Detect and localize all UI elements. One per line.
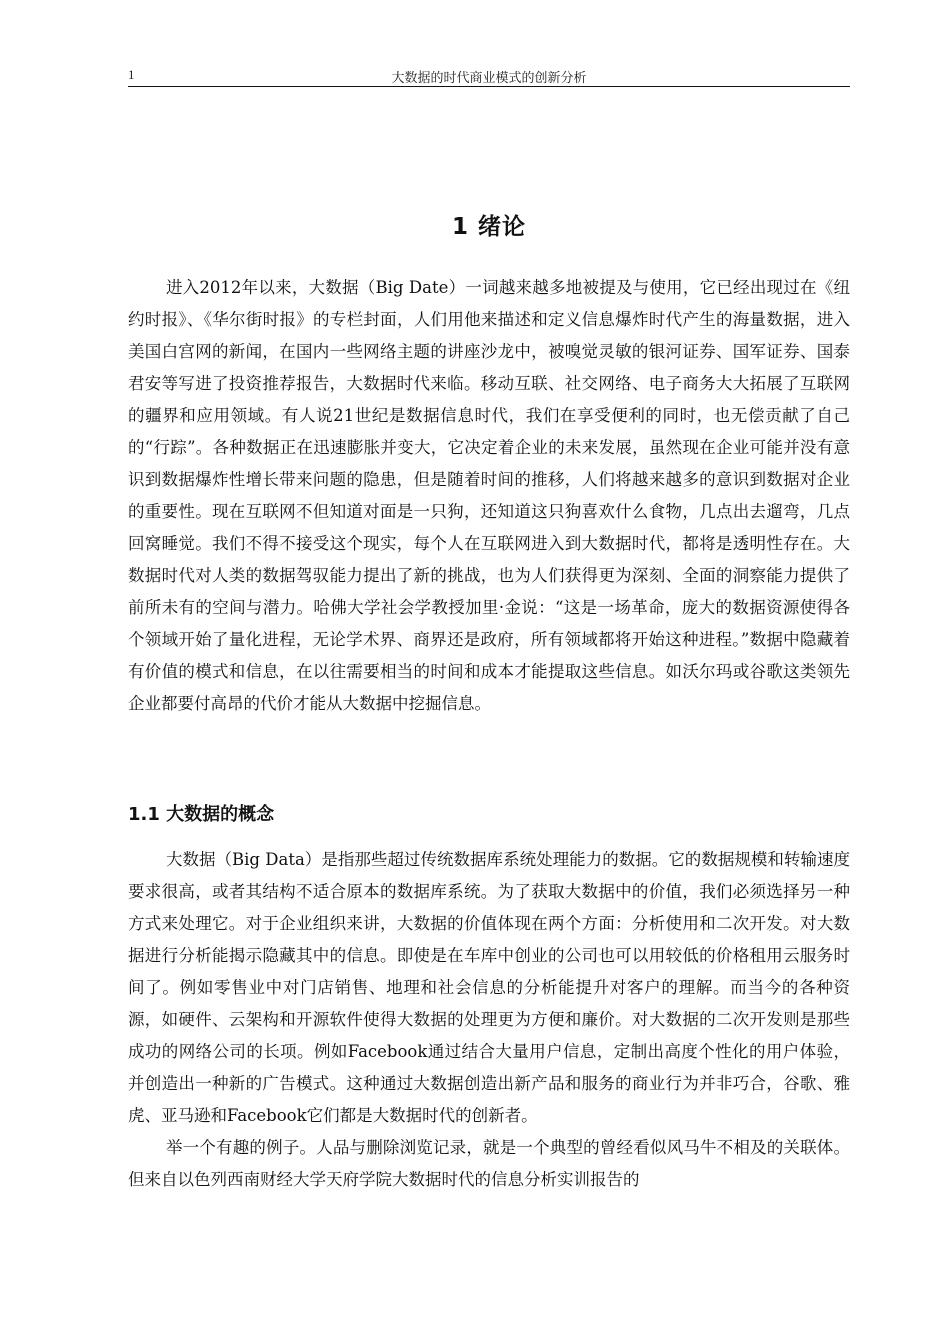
intro-section [128,272,850,720]
header-rule [128,86,850,87]
page-number: 1 [128,67,135,82]
section-body [128,844,850,1196]
running-title: 大数据的时代商业模式的创新分析 [391,70,587,85]
page-header [128,64,850,86]
section-paragraph-1: 大数据（Big Data）是指那些超过传统数据库系统处理能力的数据。它的数据规模和转输速度要求很高，或者其结构不适合原本的数据库系统。为了获取大数据中的价值，我们必须选择另一种方式来处理它。对于企业组织来讲，大数据的价值体现在两个方面：分析使用和二次开发。对大数据进行分析能揭示隐藏其中的信息。即使是在车库中创业的公司也可以用较低的价格租用云服务时间了。例如零售业中对门店销售、地理和社会信息的分析能提升对客户的理解。而当今的各种资源，如硬件、云架构和开源软件使得大数据的处理更为方便和廉价。对大数据的二次开发则是那些成功的网络公司的长项。例如Facebook通过结合大量用户信息，定制出高度个性化的用户体验，并创造出一种新的广告模式。这种通过大数据创造出新产品和服务的商业行为并非巧合，谷歌、雅虎、亚马逊和Facebook它们都是大数据时代的创新者。 [128,850,850,1125]
chapter-title: 1 绪论 [451,214,526,240]
section-title: 1.1 大数据的概念 [128,804,275,825]
intro-paragraph: 进入2012年以来，大数据（Big Date）一词越来越多地被提及与使用，它已经出现过在《纽约时报》、《华尔街时报》的专栏封面，人们用他来描述和定义信息爆炸时代产生的海量数据，进入美国白宫网的新闻，在国内一些网络主题的讲座沙龙中，被嗅觉灵敏的银河证券、国军证券、国泰君安等写进了投资推荐报告，大数据时代来临。移动互联、社交网络、电子商务大大拓展了互联网的疆界和应用领域。有人说21世纪是数据信息时代，我们在享受便利的同时，也无偿贡献了自己的“行踪”。各种数据正在迅速膨胀并变大，它决定着企业的未来发展，虽然现在企业可能并没有意识到数据爆炸性增长带来问题的隐患，但是随着时间的推移，人们将越来越多的意识到数据对企业的重要性。现在互联网不但知道对面是一只狗，还知道这只狗喜欢什么食物，几点出去遛弯，几点回窝睡觉。我们不得不接受这个现实，每个人在互联网进入到大数据时代，都将是透明性存在。大数据时代对人类的数据驾驭能力提出了新的挑战，也为人们获得更为深刻、全面的洞察能力提供了前所未有的空间与潜力。哈佛大学社会学教授加里·金说：“这是一场革命，庞大的数据资源使得各个领域开始了量化进程，无论学术界、商界还是政府，所有领域都将开始这种进程。”数据中隐藏着有价值的模式和信息，在以往需要相当的时间和成本才能提取这些信息。如沃尔玛或谷歌这类领先企业都要付高昂的代价才能从大数据中挖掘信息。 [128,278,850,713]
section-paragraph-2: 举一个有趣的例子。人品与删除浏览记录，就是一个典型的曾经看似风马牛不相及的关联体。但来自以色列西南财经大学天府学院大数据时代的信息分析实训报告的 [128,1138,850,1189]
